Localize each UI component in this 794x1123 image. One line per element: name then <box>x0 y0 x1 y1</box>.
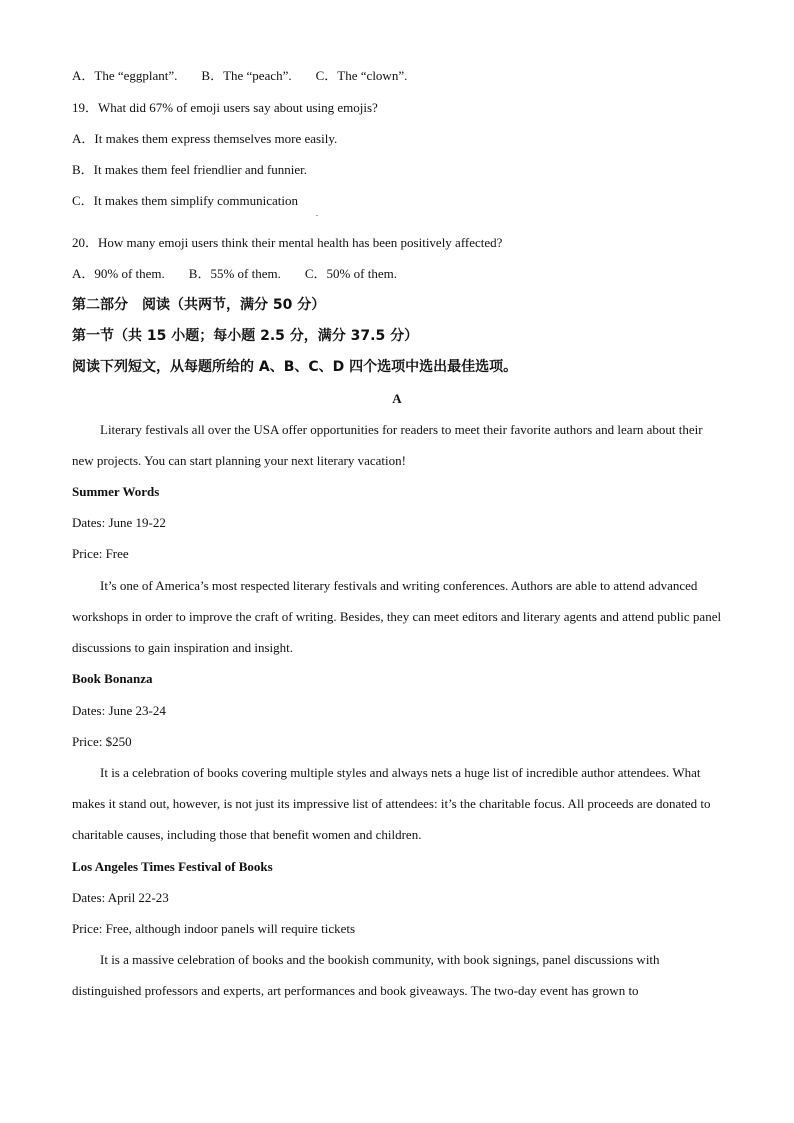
festival-dates: Dates: June 23-24 <box>72 703 166 718</box>
instruction-text: 阅读下列短文，从每题所给的 A、B、C、D 四个选项中选出最佳选项。 <box>72 359 518 375</box>
q20-option-a: A．90% of them. <box>72 266 165 281</box>
part2-heading: 第二部分 阅读（共两节，满分 50 分） <box>72 297 326 313</box>
section1-heading: 第一节（共 15 小题；每小题 2.5 分，满分 37.5 分） <box>72 328 419 344</box>
q20-question: 20．How many emoji users think their mental health has been positively affected? <box>72 235 503 250</box>
q20-options <box>72 266 397 282</box>
festival-description: It is a massive celebration of books and the bookish community, with book signings, panel discussions with distinguished professors and experts, art performances and book giveaways. The two-day event has grown to <box>72 952 660 998</box>
festival-dates: Dates: April 22-23 <box>72 890 169 905</box>
festival-price: Price: Free, although indoor panels will require tickets <box>72 921 356 936</box>
q20-option-c: C．50% of them. <box>304 266 397 281</box>
festival-title: Summer Words <box>72 484 160 499</box>
stray-dot: . <box>316 209 318 218</box>
q18-option-a: A．The “eggplant”. <box>72 68 178 83</box>
q18-options <box>72 68 407 84</box>
q19-question: 19．What did 67% of emoji users say about using emojis? <box>72 100 378 115</box>
q19-option-c: C．It makes them simplify communication <box>72 193 299 208</box>
q18-option-c: C．The “clown”. <box>315 68 408 83</box>
q18-option-b: B．The “peach”. <box>201 68 292 83</box>
festival-price: Price: $250 <box>72 734 132 749</box>
q19-option-b: B．It makes them feel friendlier and funnier. <box>72 162 308 177</box>
q20-option-b: B．55% of them. <box>188 266 281 281</box>
festival-description: It is a celebration of books covering multiple styles and always nets a huge list of incredible author attendees. What makes it stand out, however, is not just its impressive list of attendees: it’s the charitable focus. All proceeds are donated to charitable causes, including those that benefit women and children. <box>72 765 711 842</box>
festival-description: It’s one of America’s most respected literary festivals and writing conferences. Authors are able to attend advanced workshops in order to improve the craft of writing. Besides, they can meet editors and literary agents and attend public panel discussions to gain inspiration and insight. <box>72 578 722 655</box>
festival-dates: Dates: June 19-22 <box>72 515 166 530</box>
q19-option-a: A．It makes them express themselves more easily. <box>72 131 338 146</box>
festival-title: Los Angeles Times Festival of Books <box>72 859 273 874</box>
festival-price: Price: Free <box>72 546 129 561</box>
intro-paragraph: Literary festivals all over the USA offer opportunities for readers to meet their favorite authors and learn about their new projects. You can start planning your next literary vacation! <box>72 422 703 468</box>
festival-title: Book Bonanza <box>72 671 153 686</box>
passage-label: A <box>392 391 402 406</box>
